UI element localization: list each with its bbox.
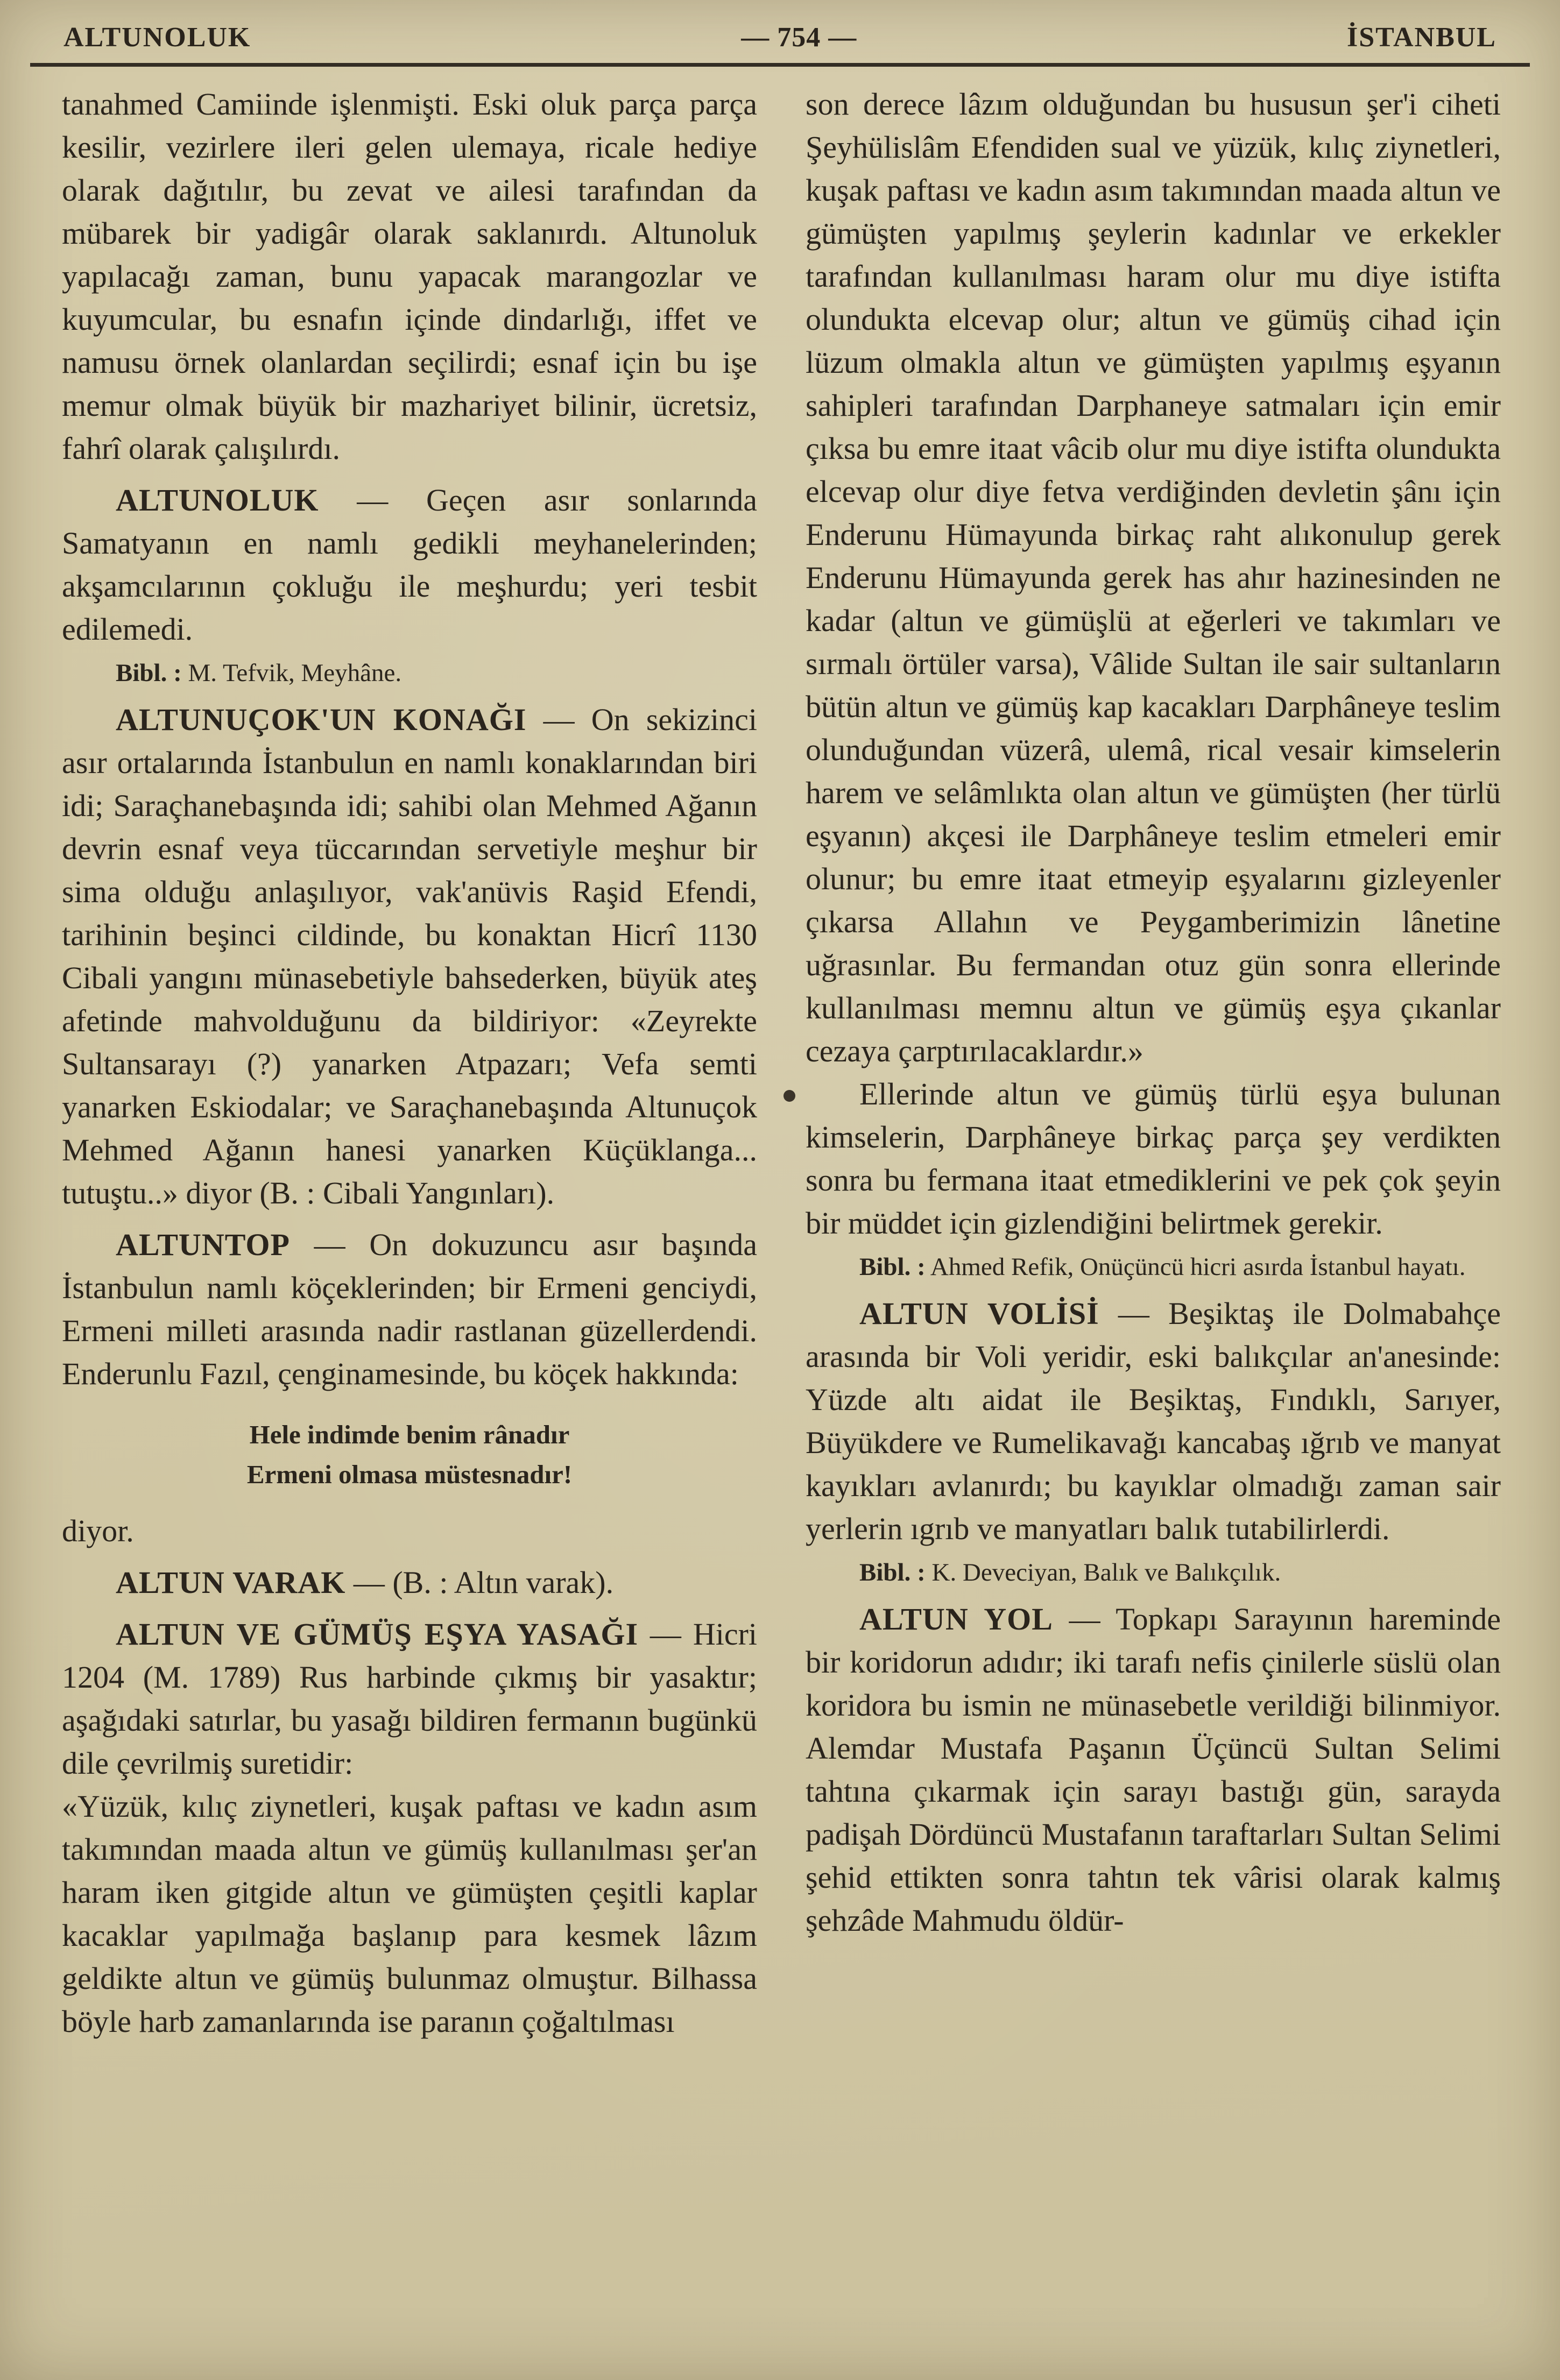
entry-paragraph: ALTUN VE GÜMÜŞ EŞYA YASAĞI — Hicri 1204 (M. 1789) Rus harbinde çıkmış bir yasaktır; aşağıdaki satırlar, bu yasağı bildiren fermanın bugünkü dile çevrilmiş suretidir: bbox=[62, 1617, 757, 1781]
bibl-label: Bibl. : bbox=[116, 659, 182, 687]
text-paragraph: «Yüzük, kılıç ziynetleri, kuşak paftası ve kadın asım takımından maada altun ve gümüş kullanılması şer'an haram iken gitgide altun ve gümüşten çeşitli kaplar kacaklar yapılmağa başlanıp para kesmek lâzım geldikte altun ve gümüş bulunmaz olmuştur. Bilhassa böyle harb zamanlarında ise paranın çoğaltılması bbox=[62, 1789, 757, 2039]
print-artifact-dot bbox=[783, 1090, 795, 1102]
bibliography-line: Bibl. : Ahmed Refik, Onüçüncü hicri asırda İstanbul hayatı. bbox=[859, 1253, 1466, 1281]
verse-line: Hele indimde benim rânadır bbox=[249, 1420, 570, 1449]
entry-headword: ALTUN VE GÜMÜŞ EŞYA YASAĞI bbox=[116, 1617, 639, 1652]
bibliography-line: Bibl. : M. Tefvik, Meyhâne. bbox=[116, 659, 402, 687]
column-left bbox=[62, 83, 757, 2043]
bibliography-line: Bibl. : K. Deveciyan, Balık ve Balıkçılık. bbox=[859, 1559, 1281, 1586]
entry-paragraph: ALTUNUÇOK'UN KONAĞI — On sekizinci asır ortalarında İstanbulun en namlı konaklarından biri idi; Saraçhanebaşında idi; sahibi olan Mehmed Ağanın devrin esnaf veya tüccarından servetiyle meşhur bir sima olduğu anlaşılıyor, vak'anüvis Raşid Efendi, tarihinin beşinci cildinde, bu konaktan Hicrî 1130 Cibali yangını münasebetiyle bahsederken, büyük ateş afetinde mahvolduğunu da bildiriyor: «Zeyrekte Sultansarayı (?) yanarken Atpazarı; Vefa semti yanarken Eskiodalar; ve Saraçhanebaşında Altunuçok Mehmed Ağanın hanesi yanarken Küçüklanga... tutuştu..» diyor (B. : Cibali Yangınları). bbox=[62, 702, 757, 1210]
bibl-label: Bibl. : bbox=[859, 1559, 926, 1586]
entry-paragraph: ALTUNOLUK — Geçen asır sonlarında Samatyanın en namlı gedikli meyhanelerinden; akşamcılarının çokluğu ile meşhurdu; yeri tesbit edilemedi. bbox=[62, 483, 757, 647]
entry-headword: ALTUNOLUK bbox=[116, 483, 319, 518]
entry-paragraph: ALTUN VOLİSİ — Beşiktaş ile Dolmabahçe arasında bir Voli yeridir, eski balıkçılar an'anesinde: Yüzde altı aidat ile Beşiktaş, Fındıklı, Sarıyer, Büyükdere ve Rumelikavağı kancabaş ığrıb ve manyat kayıkları avlanırdı; bu kayıklar olmadığı zaman sair yerlerin ıgrıb ve manyatları balık tutabilirlerdi. bbox=[806, 1296, 1501, 1546]
entry-paragraph: ALTUNTOP — On dokuzuncu asır başında İstanbulun namlı köçeklerinden; bir Ermeni genciydi, Ermeni milleti arasında nadir rastlanan güzellerdendi. Enderunlu Fazıl, çenginamesinde, bu köçek hakkında: bbox=[62, 1227, 757, 1391]
header-left-title: ALTUNOLUK bbox=[63, 22, 251, 53]
entry-headword: ALTUN VARAK bbox=[116, 1565, 346, 1600]
column-right bbox=[806, 83, 1501, 2043]
page-header bbox=[0, 0, 1560, 53]
text-paragraph: diyor. bbox=[62, 1513, 134, 1548]
entry-headword: ALTUN VOLİSİ bbox=[859, 1296, 1099, 1331]
verse-line: Ermeni olmasa müstesnadır! bbox=[246, 1460, 573, 1489]
entry-headword: ALTUNTOP bbox=[116, 1227, 290, 1262]
page-number: — 754 — bbox=[741, 22, 857, 53]
entry-headword: ALTUNUÇOK'UN KONAĞI bbox=[116, 702, 527, 737]
entry-paragraph: ALTUN YOL — Topkapı Sarayının hareminde bir koridorun adıdır; iki tarafı nefis çinilerle süslü olan koridora bu ismin ne münasebetle verildiği bilinmiyor. Alemdar Mustafa Paşanın Üçüncü Sultan Selimi tahtına çıkarmak için sarayı bastığı gün, sarayda padişah Dördüncü Mustafanın taraftarları Sultan Selimi şehid ettikten sonra tahtın tek vârisi olarak kalmış şehzâde Mahmudu öldür- bbox=[806, 1602, 1501, 1938]
content-columns bbox=[0, 67, 1560, 2043]
text-paragraph: son derece lâzım olduğundan bu hususun şer'i ciheti Şeyhülislâm Efendiden sual ve yüzük, kılıç ziynetleri, kuşak paftası ve kadın asım takımından maada altun ve gümüşten yapılmış şeylerin kadınlar ve erkekler tarafından kullanılması haram olur mu diye istifta olundukta elcevap olur; altun ve gümüş cihad için lüzum olmakla altun ve gümüşten yapılmış eşyanın sahipleri tarafından Darphaneye satmaları için emir çıksa bu emre itaat vâcib olur mu diye istifta olundukta elcevap olur diye fetva verdiğinden devletin şânı için Enderunu Hümayunda birkaç raht alıkonulup gerek Enderunu Hümayunda gerek has ahır hazinesinden ne kadar (altun ve gümüşlü at eğerleri ve takımları ve sırmalı örtüler varsa), Vâlide Sultan ile sair sultanların bütün altun ve gümüş kap kacakları Darphâneye teslim olunduğundan vüzerâ, ulemâ, rical vesair kimselerin harem ve selâmlıkta olan altun ve gümüşten (her türlü eşyanın) akçesi ile Darphâneye teslim etmeleri emir olunur; bu emre itaat etmeyip eşyalarını gizleyenler çıkarsa Allahın ve Peygamberimizin lânetine uğrasınlar. Bu fermandan otuz gün sonra ellerinde kullanılması memnu altun ve gümüş eşya çıkanlar cezaya çarptırılacaklardır.» bbox=[806, 87, 1501, 1068]
text-paragraph: tanahmed Camiinde işlenmişti. Eski oluk parça parça kesilir, vezirlere ileri gelen ulemaya, ricale hediye olarak dağıtılır, bu zevat ve ailesi tarafından da mübarek bir yadigâr olarak saklanırdı. Altunoluk yapılacağı zaman, bunu yapacak marangozlar ve kuyumcular, bu esnafın içinde dindarlığı, iffet ve namusu örnek olanlardan seçilirdi; esnaf için bu işe memur olmak büyük bir mazhariyet bilinir, ücretsiz, fahrî olarak çalışılırdı. bbox=[62, 87, 757, 466]
bibl-label: Bibl. : bbox=[859, 1253, 926, 1281]
text-paragraph: Ellerinde altun ve gümüş türlü eşya bulunan kimselerin, Darphâneye birkaç parça şey verdikten sonra bu fermana itaat etmediklerini ve pek çok şeyin bir müddet için gizlendiğini belirtmek gerekir. bbox=[806, 1076, 1501, 1241]
entry-paragraph: ALTUN VARAK — (B. : Altın varak). bbox=[116, 1565, 614, 1600]
header-right-title: İSTANBUL bbox=[1346, 22, 1497, 53]
verse-block bbox=[62, 1415, 757, 1494]
header-rule bbox=[30, 63, 1530, 67]
entry-headword: ALTUN YOL bbox=[859, 1602, 1053, 1637]
